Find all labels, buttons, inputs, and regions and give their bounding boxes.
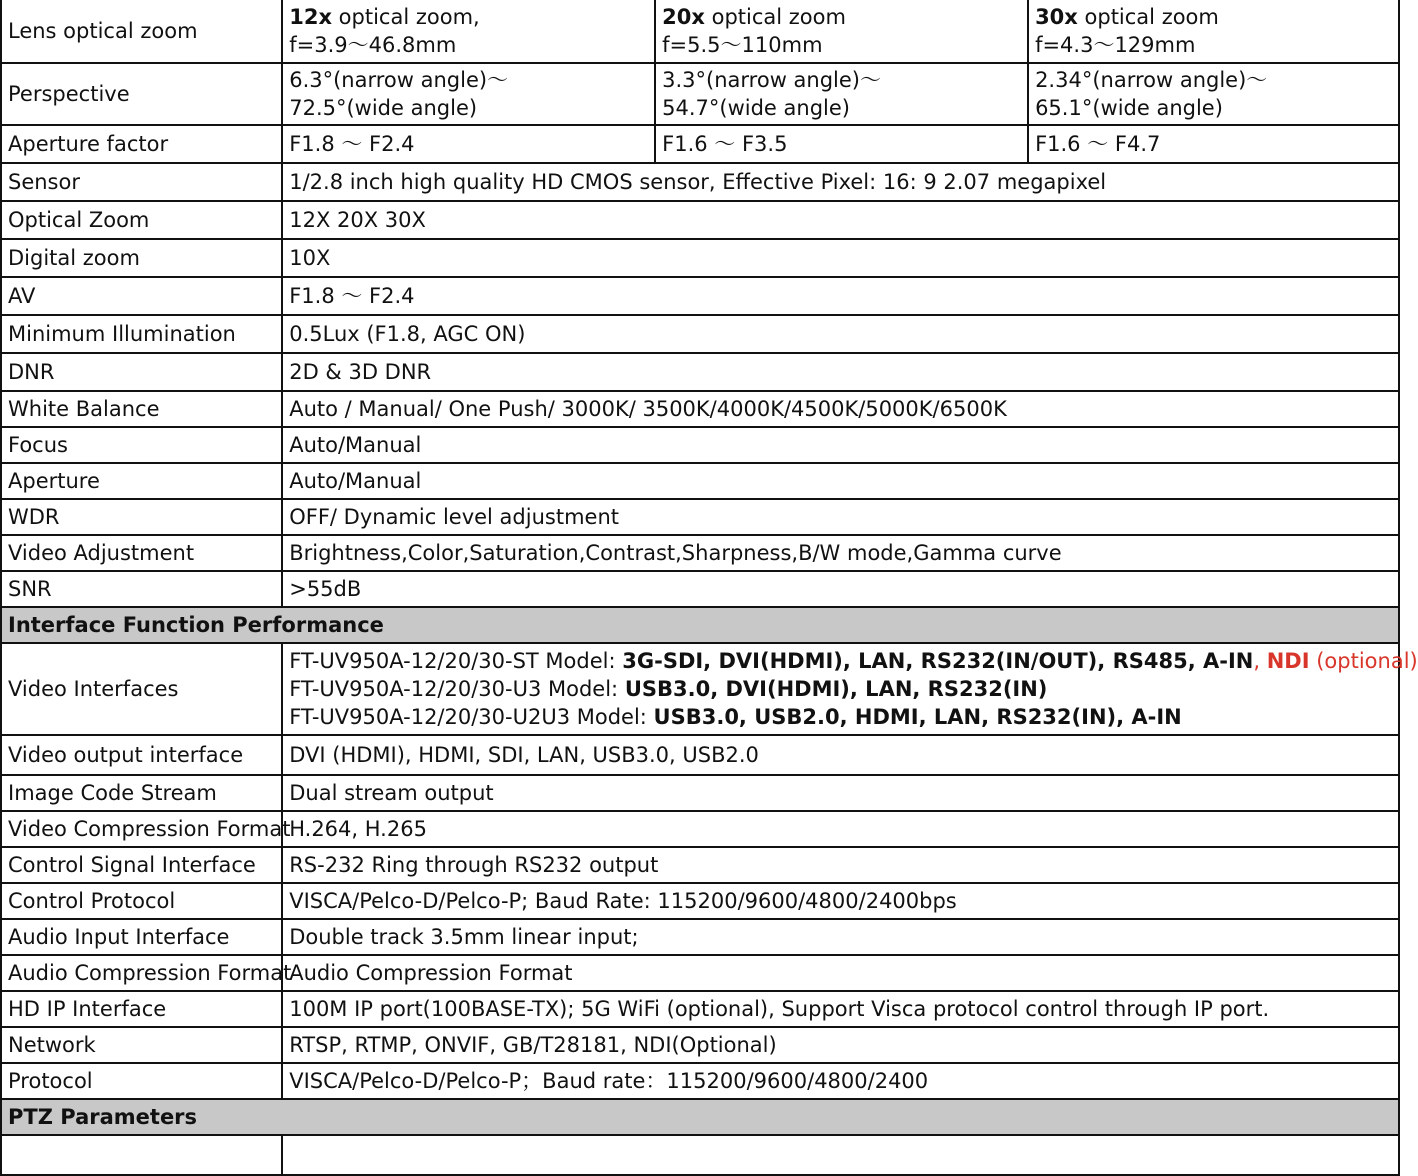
zoom-20x-cell — [655, 0, 1028, 63]
row-label: Image Code Stream — [1, 775, 282, 811]
row-label: Video output interface — [1, 735, 282, 775]
model-u3-prefix: FT-UV950A-12/20/30-U3 Model: — [289, 677, 625, 701]
row-value: 100M IP port(100BASE-TX); 5G WiFi (optional), Support Visca protocol control through IP port. — [282, 991, 1399, 1027]
row-value: Auto/Manual — [282, 427, 1399, 463]
row-label: DNR — [1, 353, 282, 391]
row-value: RTSP, RTMP, ONVIF, GB/T28181, NDI(Optional) — [282, 1027, 1399, 1063]
row-value: Double track 3.5mm linear input; — [282, 919, 1399, 955]
row-value: 0.5Lux (F1.8, AGC ON) — [282, 315, 1399, 353]
zoom-text: optical zoom, — [332, 5, 480, 29]
row-value: 12X 20X 30X — [282, 201, 1399, 239]
aperture-12x-cell: F1.8 ～ F2.4 — [282, 125, 655, 163]
row-protocol — [1, 1063, 1399, 1099]
row-network — [1, 1027, 1399, 1063]
row-value: RS-232 Ring through RS232 output — [282, 847, 1399, 883]
row-audio-compression-format — [1, 955, 1399, 991]
row-value: VISCA/Pelco-D/Pelco-P; Baud Rate: 115200/9600/4800/2400bps — [282, 883, 1399, 919]
row-control-signal-interface — [1, 847, 1399, 883]
row-label: Control Protocol — [1, 883, 282, 919]
model-st-interfaces: 3G-SDI, DVI(HDMI), LAN, RS232(IN/OUT), RS485, A-IN — [622, 649, 1254, 673]
row-label: Perspective — [1, 63, 282, 125]
section-title: PTZ Parameters — [1, 1099, 1399, 1135]
row-label: Lens optical zoom — [1, 0, 282, 63]
row-label: HD IP Interface — [1, 991, 282, 1027]
row-label: Protocol — [1, 1063, 282, 1099]
zoom-12x-cell — [282, 0, 655, 63]
model-u2u3-interfaces: USB3.0, USB2.0, HDMI, LAN, RS232(IN), A-IN — [653, 705, 1182, 729]
section-header-ptz — [1, 1099, 1399, 1135]
row-label: Focus — [1, 427, 282, 463]
row-value: Auto/Manual — [282, 463, 1399, 499]
row-audio-input-interface — [1, 919, 1399, 955]
row-label: Sensor — [1, 163, 282, 201]
row-label: Control Signal Interface — [1, 847, 282, 883]
zoom-bold: 12x — [289, 5, 332, 29]
row-label: Minimum Illumination — [1, 315, 282, 353]
model-u3-interfaces: USB3.0, DVI(HDMI), LAN, RS232(IN) — [624, 677, 1048, 701]
row-value: VISCA/Pelco-D/Pelco-P；Baud rate：115200/9600/4800/2400 — [282, 1063, 1399, 1099]
row-label: Aperture factor — [1, 125, 282, 163]
row-value — [282, 1135, 1399, 1175]
ndi-label: NDI — [1266, 649, 1310, 673]
row-label: WDR — [1, 499, 282, 535]
row-label: Audio Compression Format — [1, 955, 282, 991]
focal-length: f=4.3～129mm — [1035, 33, 1196, 57]
wide-angle: 54.7°(wide angle) — [662, 96, 850, 120]
focal-length: f=3.9～46.8mm — [289, 33, 457, 57]
row-dnr — [1, 353, 1399, 391]
row-value: H.264, H.265 — [282, 811, 1399, 847]
narrow-angle: 3.3°(narrow angle)～ — [662, 68, 881, 92]
perspective-30x-cell — [1028, 63, 1399, 125]
row-label: Video Interfaces — [1, 643, 282, 735]
section-header-interface — [1, 607, 1399, 643]
row-label: Video Adjustment — [1, 535, 282, 571]
ndi-optional: (optional) — [1309, 649, 1418, 673]
row-label: AV — [1, 277, 282, 315]
row-hd-ip-interface — [1, 991, 1399, 1027]
row-value: 1/2.8 inch high quality HD CMOS sensor, Effective Pixel: 16: 9 2.07 megapixel — [282, 163, 1399, 201]
row-digital-zoom — [1, 239, 1399, 277]
row-value: F1.8 ～ F2.4 — [282, 277, 1399, 315]
row-focus — [1, 427, 1399, 463]
narrow-angle: 2.34°(narrow angle)～ — [1035, 68, 1268, 92]
wide-angle: 65.1°(wide angle) — [1035, 96, 1223, 120]
row-av — [1, 277, 1399, 315]
row-control-protocol — [1, 883, 1399, 919]
row-value — [282, 643, 1418, 735]
row-value: Audio Compression Format — [282, 955, 1399, 991]
row-aperture — [1, 463, 1399, 499]
perspective-12x-cell — [282, 63, 655, 125]
row-label: Digital zoom — [1, 239, 282, 277]
aperture-20x-cell: F1.6 ～ F3.5 — [655, 125, 1028, 163]
row-value: DVI (HDMI), HDMI, SDI, LAN, USB3.0, USB2.0 — [282, 735, 1399, 775]
wide-angle: 72.5°(wide angle) — [289, 96, 478, 120]
row-label: Video Compression Format — [1, 811, 282, 847]
row-sensor — [1, 163, 1399, 201]
row-value: 10X — [282, 239, 1399, 277]
focal-length: f=5.5～110mm — [662, 33, 823, 57]
row-value: 2D & 3D DNR — [282, 353, 1399, 391]
row-label: SNR — [1, 571, 282, 607]
model-st-prefix: FT-UV950A-12/20/30-ST Model: — [289, 649, 623, 673]
row-lens-optical-zoom — [1, 0, 1399, 63]
zoom-bold: 30x — [1035, 5, 1078, 29]
row-video-adjustment — [1, 535, 1399, 571]
row-video-output-interface — [1, 735, 1399, 775]
row-label: Optical Zoom — [1, 201, 282, 239]
row-value: >55dB — [282, 571, 1399, 607]
zoom-30x-cell — [1028, 0, 1399, 63]
row-label — [1, 1135, 282, 1175]
row-label: Network — [1, 1027, 282, 1063]
row-minimum-illumination — [1, 315, 1399, 353]
perspective-20x-cell — [655, 63, 1028, 125]
row-image-code-stream — [1, 775, 1399, 811]
row-video-compression-format — [1, 811, 1399, 847]
row-perspective — [1, 63, 1399, 125]
row-value: Dual stream output — [282, 775, 1399, 811]
row-label: Audio Input Interface — [1, 919, 282, 955]
row-video-interfaces — [1, 643, 1399, 735]
narrow-angle: 6.3°(narrow angle)～ — [289, 68, 509, 92]
ndi-comma: , — [1253, 649, 1267, 673]
row-ptz-first — [1, 1135, 1399, 1175]
row-white-balance — [1, 391, 1399, 427]
row-snr — [1, 571, 1399, 607]
section-title: Interface Function Performance — [1, 607, 1399, 643]
row-value: Auto / Manual/ One Push/ 3000K/ 3500K/4000K/4500K/5000K/6500K — [282, 391, 1399, 427]
model-u2u3-prefix: FT-UV950A-12/20/30-U2U3 Model: — [289, 705, 654, 729]
aperture-30x-cell: F1.6 ～ F4.7 — [1028, 125, 1399, 163]
row-label: Aperture — [1, 463, 282, 499]
row-label: White Balance — [1, 391, 282, 427]
row-wdr — [1, 499, 1399, 535]
row-value: Brightness,Color,Saturation,Contrast,Sharpness,B/W mode,Gamma curve — [282, 535, 1399, 571]
row-aperture-factor — [1, 125, 1399, 163]
zoom-text: optical zoom — [1077, 5, 1219, 29]
row-optical-zoom — [1, 201, 1399, 239]
row-value: OFF/ Dynamic level adjustment — [282, 499, 1399, 535]
zoom-text: optical zoom — [704, 5, 846, 29]
zoom-bold: 20x — [662, 5, 705, 29]
